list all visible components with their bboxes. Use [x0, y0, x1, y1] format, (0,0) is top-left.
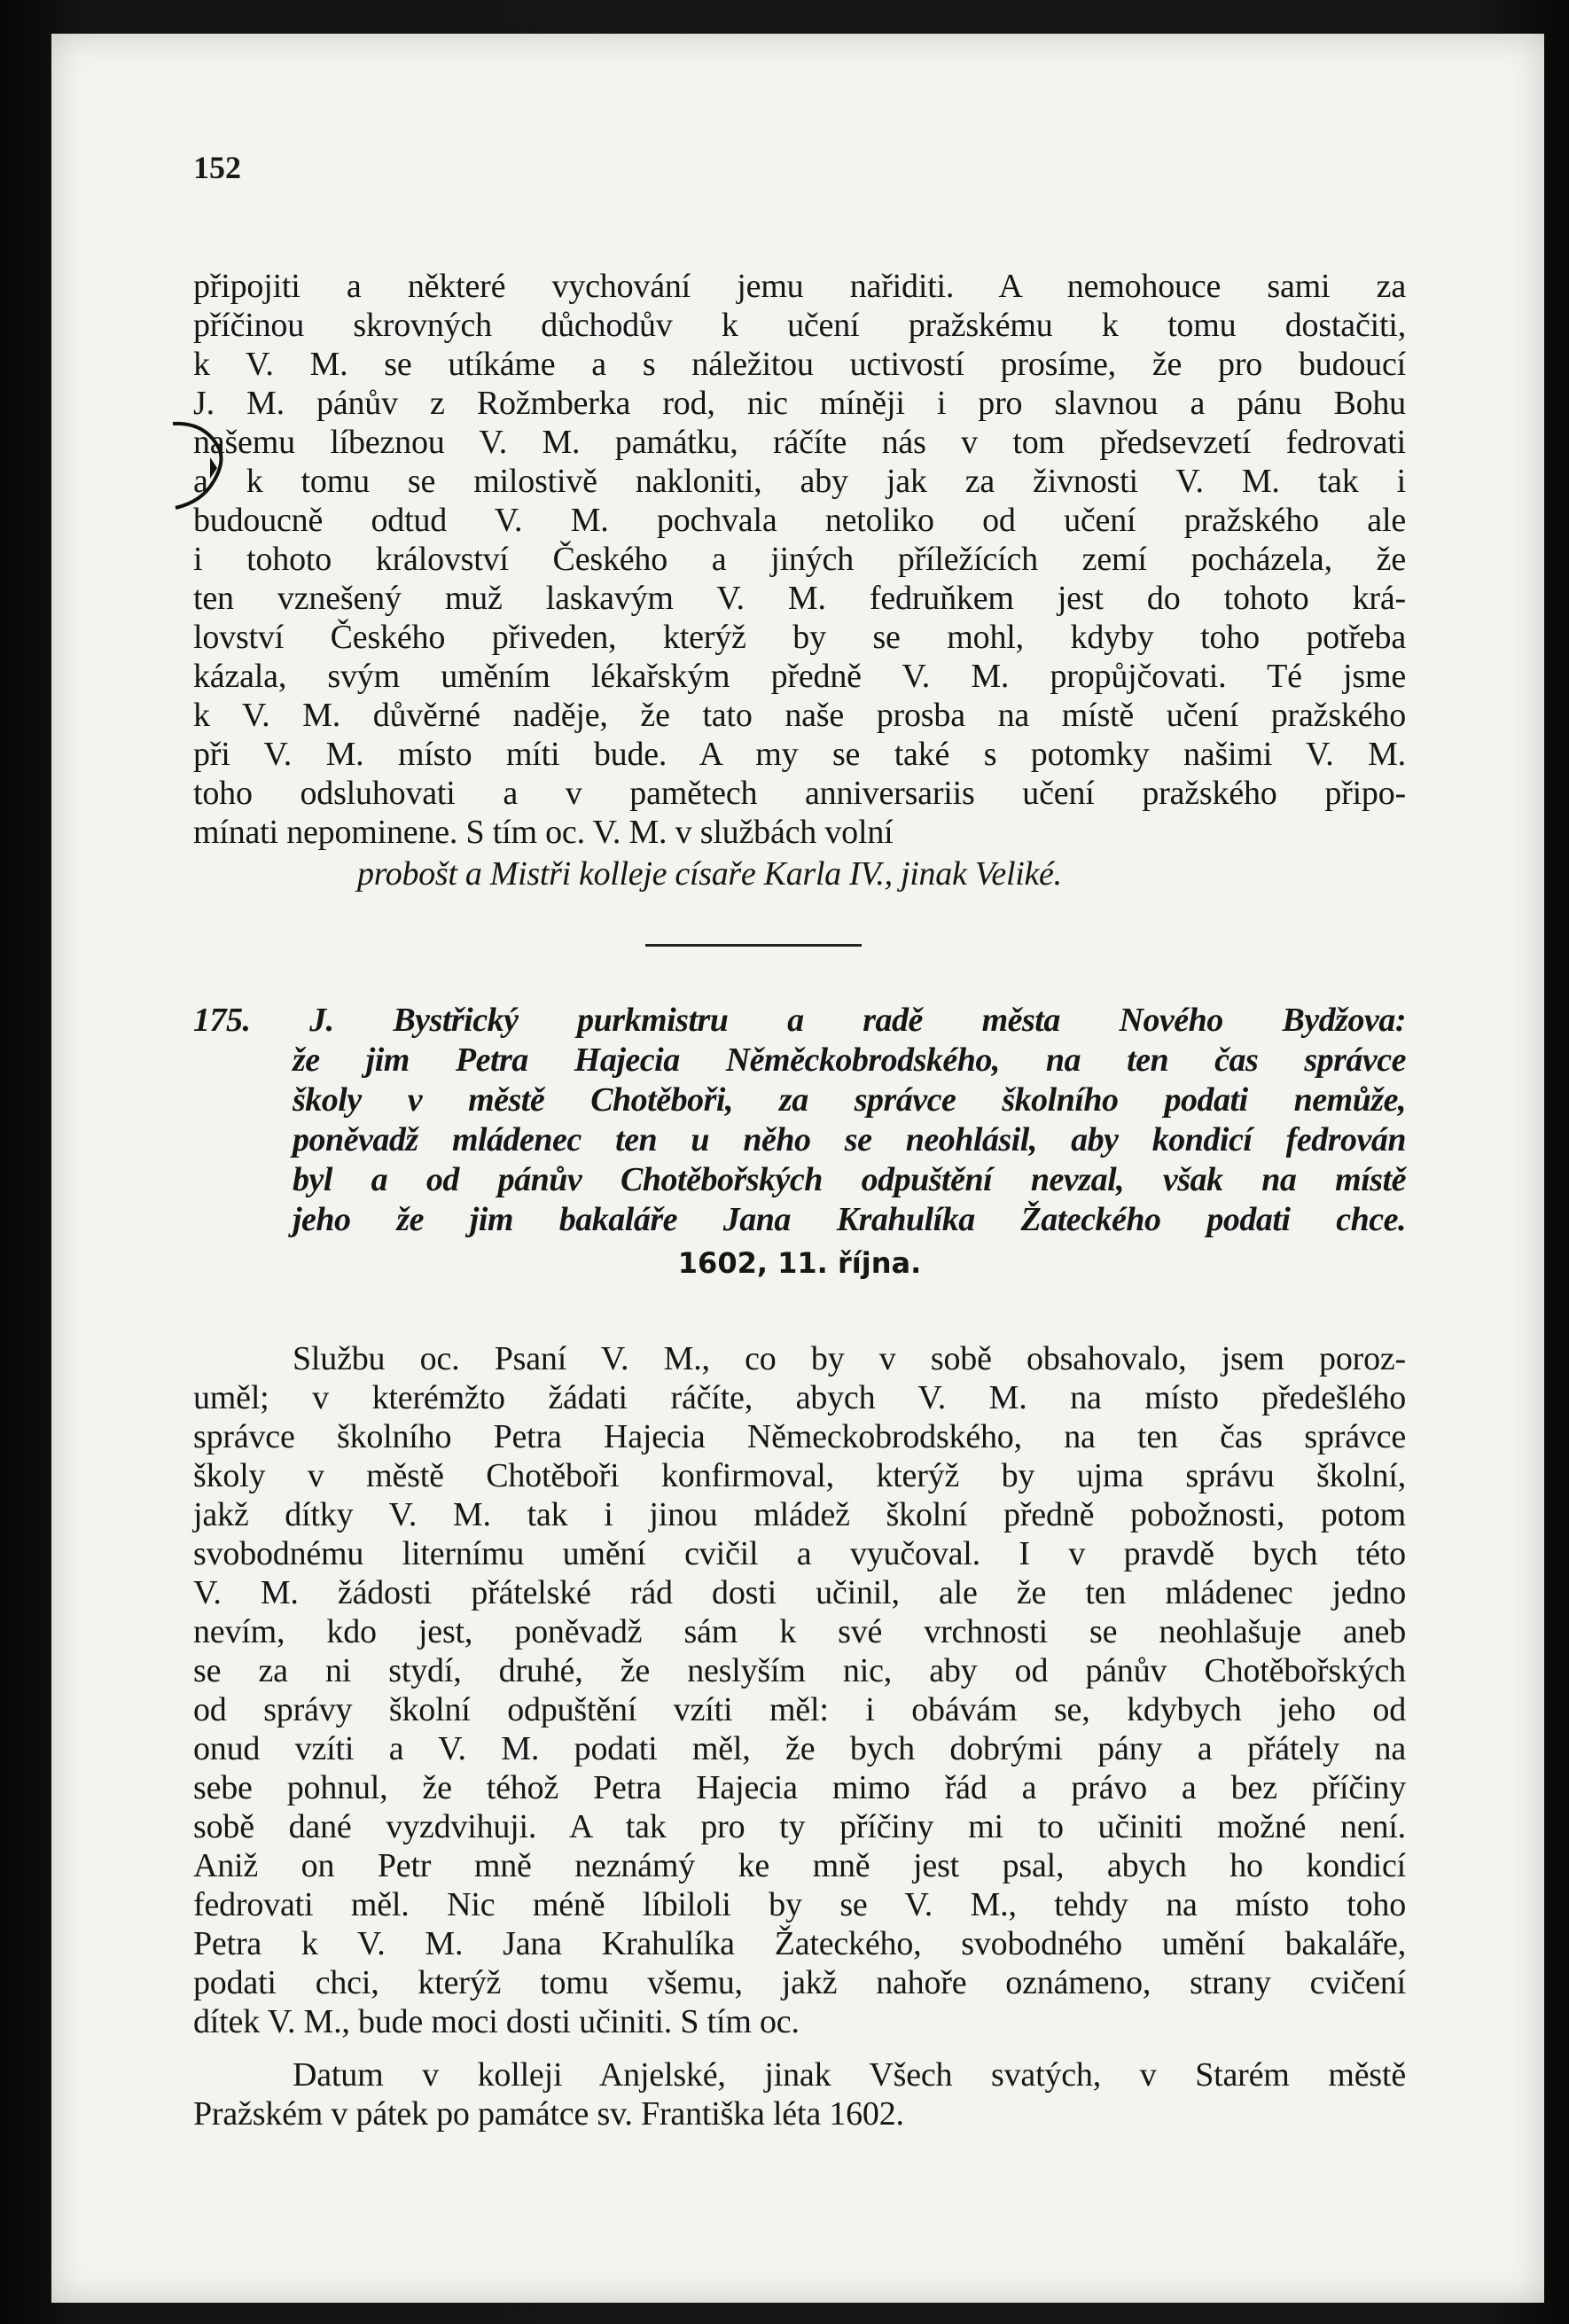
text-line: ten vznešený muž laskavým V. M. fedruňkem jest do tohoto krá- — [193, 580, 1406, 617]
body-line: onud vzíti a V. M. podati měl, že bych dobrými pány a přátely na — [193, 1730, 1406, 1767]
text-line: připojiti a některé vychování jemu nařiditi. A nemohouce sami za — [193, 268, 1406, 305]
body-line: sebe pohnul, že téhož Petra Hajecia mimo řád a právo a bez příčiny — [193, 1769, 1406, 1806]
body-line: správce školního Petra Hajecia Německobrodského, na ten čas správce — [193, 1418, 1406, 1455]
body-line: fedrovati měl. Nic méně líbiloli by se V. M., tehdy na místo toho — [193, 1886, 1406, 1923]
heading-line: byl a od pánův Chotěbořských odpuštění nevzal, však na místě — [293, 1161, 1406, 1198]
text-line: a k tomu se milostivě nakloniti, aby jak za živnosti V. M. tak i — [193, 463, 1406, 500]
text-line: při V. M. místo míti bude. A my se také s potomky našimi V. M. — [193, 736, 1406, 773]
text-line: J. M. pánův z Rožmberka rod, nic míněji i pro slavnou a pánu Bohu — [193, 385, 1406, 422]
closing-line: Datum v kolleji Anjelské, jinak Všech svatých, v Starém městě — [293, 2056, 1406, 2094]
page-number: 152 — [193, 150, 241, 185]
body-line: nevím, kdo jest, poněvadž sám k své vrchnosti se neohlašuje aneb — [193, 1613, 1406, 1650]
body-line: se za ni stydí, druhé, že neslyším nic, aby od pánův Chotěbořských — [193, 1652, 1406, 1689]
heading-line: 175. J. Bystřický purkmistru a radě města Nového Bydžova: — [193, 1002, 1406, 1039]
closing-line: Pražském v pátek po památce sv. Františka léta 1602. — [193, 2095, 904, 2133]
entry-date: 1602, 11. října. — [677, 1246, 922, 1280]
text-line: budoucně odtud V. M. pochvala netoliko od učení pražského ale — [193, 502, 1406, 539]
body-line: V. M. žádosti přátelské rád dosti učinil, ale že ten mládenec jedno — [193, 1574, 1406, 1611]
section-divider — [645, 944, 862, 947]
text-line: k V. M. důvěrné naděje, že tato naše prosba na místě učení pražského — [193, 697, 1406, 734]
body-line: školy v městě Chotěboři konfirmoval, kterýž by ujma správu školní, — [193, 1457, 1406, 1494]
heading-line: školy v městě Chotěboři, za správce školního podati nemůže, — [293, 1081, 1406, 1119]
text-line: toho odsluhovati a v pamětech anniversariis učení pražského připo- — [193, 775, 1406, 812]
signature-line: probošt a Mistři kolleje císaře Karla IV., jinak Veliké. — [357, 855, 1062, 893]
body-line: Aniž on Petr mně neznámý ke mně jest psal, abych ho kondicí — [193, 1847, 1406, 1884]
heading-line: poněvadž mládenec ten u něho se neohlásil, aby kondicí fedrován — [293, 1121, 1406, 1158]
text-line: kázala, svým uměním lékařským předně V. M. propůjčovati. Té jsme — [193, 658, 1406, 695]
body-line: Službu oc. Psaní V. M., co by v sobě obsahovalo, jsem poroz- — [293, 1340, 1406, 1377]
text-line: k V. M. se utíkáme a s náležitou uctivostí prosíme, že pro budoucí — [193, 346, 1406, 383]
text-line: i tohoto království Českého a jiných příležících zemí pocházela, že — [193, 541, 1406, 578]
text-line: našemu líbeznou V. M. památku, ráčíte nás v tom předsevzetí fedrovati — [193, 424, 1406, 461]
text-line: mínati nepominene. S tím oc. V. M. v službách volní — [193, 814, 894, 851]
heading-line: že jim Petra Hajecia Něměckobrodského, na ten čas správce — [293, 1041, 1406, 1079]
book-page — [51, 34, 1544, 2303]
text-line: lovství Českého přiveden, kterýž by se mohl, kdyby toho potřeba — [193, 619, 1406, 656]
body-line: Petra k V. M. Jana Krahulíka Žateckého, svobodného umění bakaláře, — [193, 1925, 1406, 1962]
body-line: sobě dané vyzdvihuji. A tak pro ty příčiny mi to učiniti možné není. — [193, 1808, 1406, 1845]
heading-line: jeho že jim bakaláře Jana Krahulíka Žateckého podati chce. — [293, 1201, 1406, 1238]
text-line: příčinou skrovných důchodův k učení pražskému k tomu dostačiti, — [193, 307, 1406, 344]
body-line: jakž dítky V. M. tak i jinou mládež školní předně pobožnosti, potom — [193, 1496, 1406, 1533]
body-line: uměl; v kterémžto žádati ráčíte, abych V. M. na místo předešlého — [193, 1379, 1406, 1416]
body-line: od správy školní odpuštění vzíti měl: i obávám se, kdybych jeho od — [193, 1691, 1406, 1728]
body-line: dítek V. M., bude moci dosti učiniti. S tím oc. — [193, 2003, 800, 2040]
body-line: svobodnému liternímu umění cvičil a vyučoval. I v pravdě bych této — [193, 1535, 1406, 1572]
body-line: podati chci, kterýž tomu všemu, jakž nahoře oznámeno, strany cvičení — [193, 1964, 1406, 2001]
